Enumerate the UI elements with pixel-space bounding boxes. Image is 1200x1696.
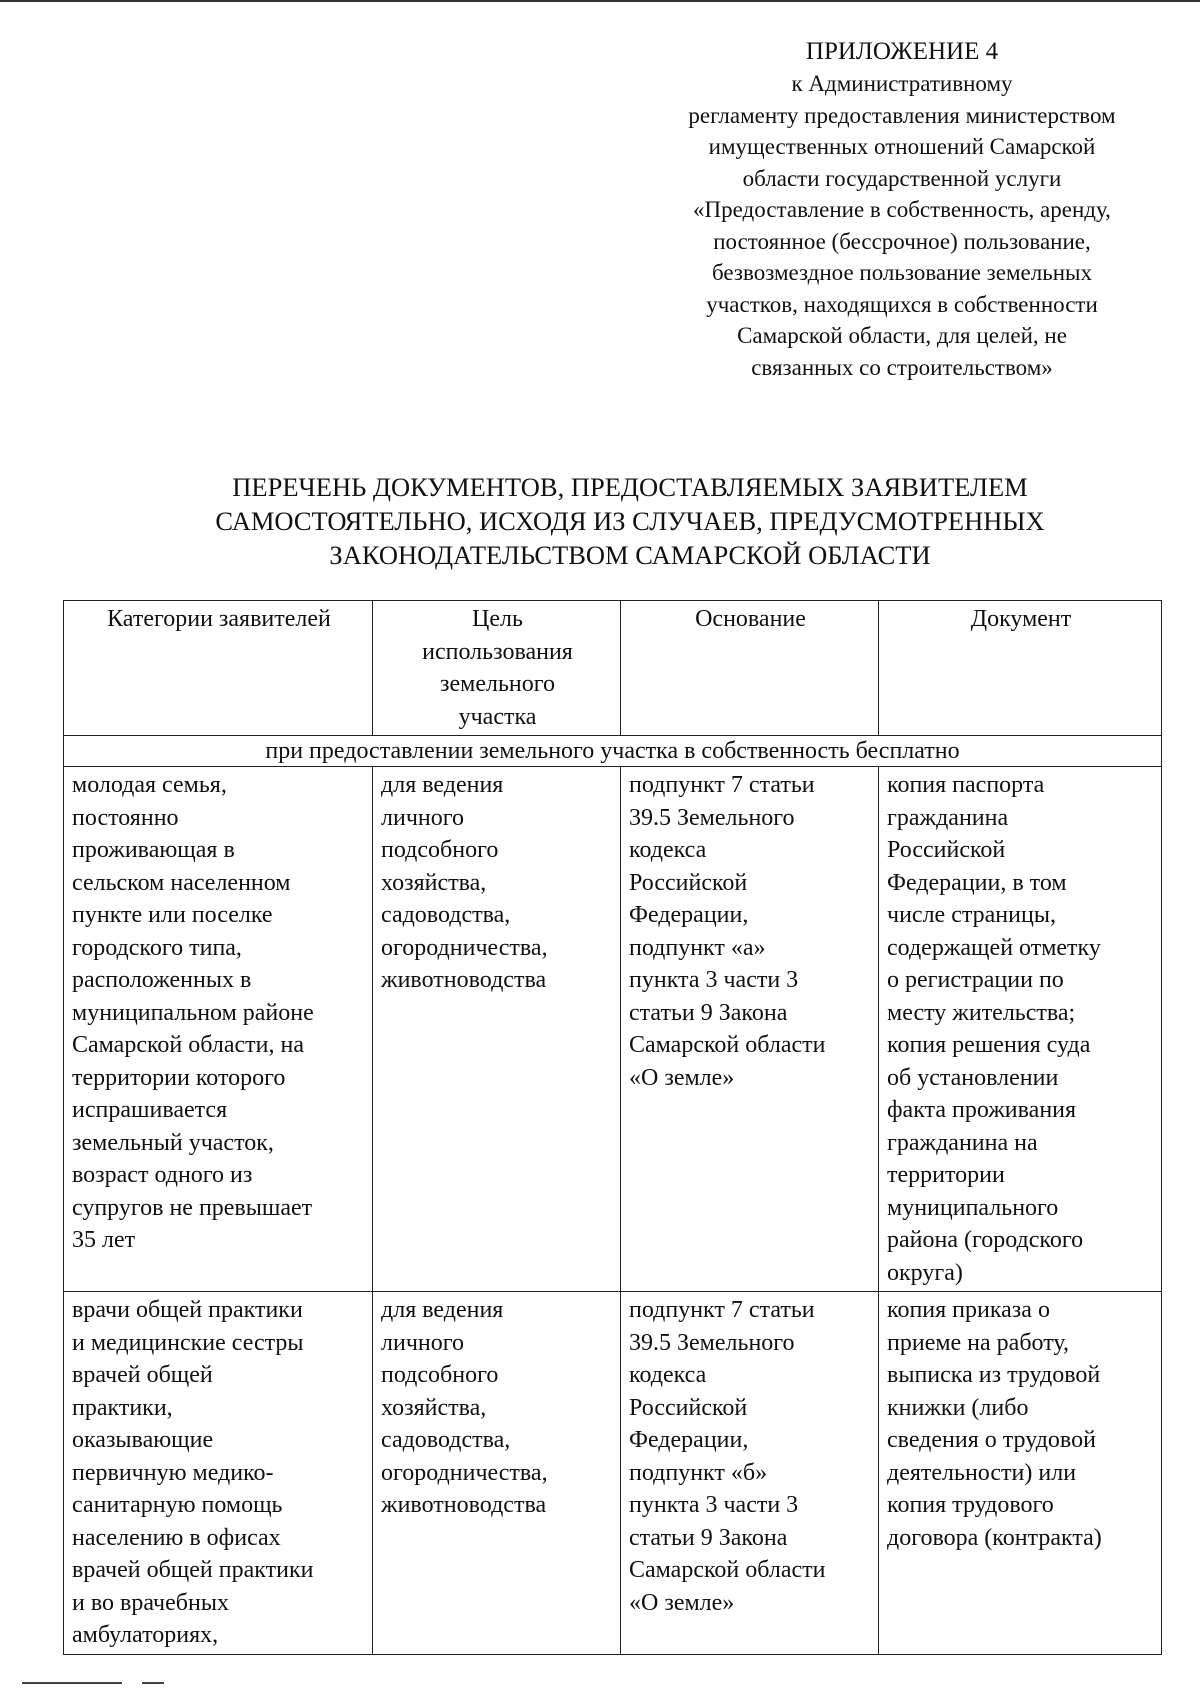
appendix-line: к Административному <box>791 71 1013 96</box>
cell-applicant-category: врачи общей практики и медицинские сестры врачей общей практики, оказывающие первичную медико- санитарную помощь населению в офисах врачей общей практики и во врачебных амбулаториях, <box>64 1292 373 1655</box>
cell-applicant-category: молодая семья, постоянно проживающая в сельском населенном пункте или поселке городского типа, расположенных в муниципальном районе Самарской области, на территории которого испрашивается земельный участок, возраст одного из супругов не превышает 35 лет <box>64 767 373 1292</box>
appendix-block <box>612 36 1192 383</box>
cell-land-use-purpose: для ведения личного подсобного хозяйства, садоводства, огородничества, животноводства <box>373 1292 621 1655</box>
table-section-row <box>64 736 1162 767</box>
column-header-land-use-purpose: Цель использования земельного участка <box>373 601 621 736</box>
cell-legal-basis: подпункт 7 статьи 39.5 Земельного кодекса Российской Федерации, подпункт «а» пункта 3 части 3 статьи 9 Закона Самарской области «О земле» <box>621 767 879 1292</box>
appendix-line: имущественных отношений Самарской <box>708 134 1096 159</box>
table-row <box>64 767 1162 1292</box>
column-header-legal-basis: Основание <box>621 601 879 736</box>
document-title <box>100 470 1160 572</box>
cell-document: копия паспорта гражданина Российской Федерации, в том числе страницы, содержащей отметку о регистрации по месту жительства; копия решения суда об установлении факта проживания гражданина на территории муниципального района (городского округа) <box>879 767 1162 1292</box>
appendix-line: области государственной услуги <box>742 165 1062 191</box>
appendix-line: безвозмездное пользование земельных <box>712 260 1092 285</box>
section-heading: при предоставлении земельного участка в собственность бесплатно <box>64 736 1162 767</box>
appendix-line: участков, находящихся в собственности <box>706 291 1098 317</box>
cell-legal-basis: подпункт 7 статьи 39.5 Земельного кодекса Российской Федерации, подпункт «б» пункта 3 части 3 статьи 9 Закона Самарской области «О земле» <box>621 1292 879 1655</box>
appendix-line: Самарской области, для целей, не <box>737 323 1067 348</box>
table-header-row <box>64 601 1162 736</box>
column-header-applicant-category: Категории заявителей <box>64 601 373 736</box>
cell-document: копия приказа о приеме на работу, выписка из трудовой книжки (либо сведения о трудовой деятельности) или копия трудового договора (контракта) <box>879 1292 1162 1655</box>
documents-table <box>63 600 1162 1655</box>
appendix-line: «Предоставление в собственность, аренду, <box>693 197 1111 222</box>
table-row <box>64 1292 1162 1655</box>
appendix-line: связанных со строительством» <box>751 354 1053 380</box>
document-title-line: САМОСТОЯТЕЛЬНО, ИСХОДЯ ИЗ СЛУЧАЕВ, ПРЕДУСМОТРЕННЫХ <box>215 506 1045 536</box>
footnote-rule <box>22 1682 162 1684</box>
document-title-line: ЗАКОНОДАТЕЛЬСТВОМ САМАРСКОЙ ОБЛАСТИ <box>329 540 931 570</box>
document-title-line: ПЕРЕЧЕНЬ ДОКУМЕНТОВ, ПРЕДОСТАВЛЯЕМЫХ ЗАЯВИТЕЛЕМ <box>232 472 1028 502</box>
column-header-document: Документ <box>879 601 1162 736</box>
appendix-line: постоянное (бессрочное) пользование, <box>713 228 1091 254</box>
appendix-line: регламенту предоставления министерством <box>688 102 1116 128</box>
top-border-line <box>0 0 1200 2</box>
appendix-heading: ПРИЛОЖЕНИЕ 4 <box>805 38 999 65</box>
cell-land-use-purpose: для ведения личного подсобного хозяйства, садоводства, огородничества, животноводства <box>373 767 621 1292</box>
